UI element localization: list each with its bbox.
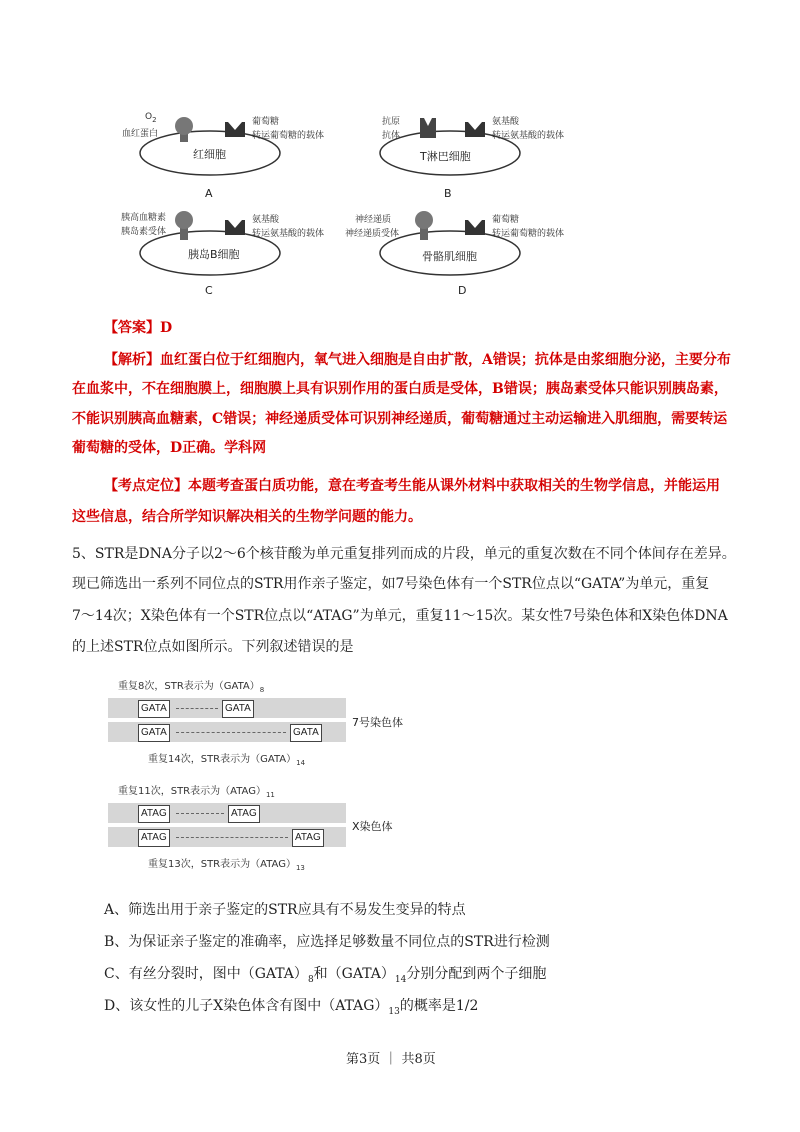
analysis-line-3: 不能识别胰高血糖素，C错误；神经递质受体可识别神经递质，葡萄糖通过主动运输进入肌细胞，需要转运 — [72, 411, 728, 427]
chrx-atag-left-2: ATAG — [138, 829, 170, 847]
diagram-d-letter: D — [458, 284, 467, 297]
diagram-b-right-bottom-label: 转运氨基酸的载体 — [492, 131, 565, 141]
diagram-a-right-top-label: 葡萄糖 — [252, 117, 280, 127]
diagram-b-left-top-label: 抗原 — [382, 117, 401, 127]
cell-d-left-protein — [415, 211, 433, 229]
chr7-repeat-dots-2 — [176, 732, 286, 733]
diagram-d-right-bottom-label: 转运葡萄糖的载体 — [492, 229, 565, 239]
kaodian-line-1: 【考点定位】本题考查蛋白质功能，意在考查考生能从课外材料中获取相关的生物学信息，并能运用 — [104, 478, 720, 494]
page-footer: 第3页 ｜ 共8页 — [346, 1052, 436, 1067]
diagram-b-right-top-label: 氨基酸 — [492, 117, 520, 127]
cell-c-left-stalk — [180, 228, 188, 240]
diagram-b-left-bottom-label: 抗体 — [382, 131, 401, 141]
diagram-d-left-top-label: 神经递质 — [355, 215, 392, 225]
diagram-d-right-top-label: 葡萄糖 — [492, 215, 520, 225]
option-c: C、有丝分裂时，图中$(GATA)_8$和$(GATA)_{14}$分别分配到两个子细胞 — [104, 966, 547, 985]
chrx-label: X染色体 — [352, 820, 393, 833]
analysis-line-4: 葡萄糖的受体，D正确。学科网 — [72, 440, 267, 456]
chr7-gata-right-1: GATA — [222, 700, 254, 718]
diagram-a-o2-label: $O_2$ — [145, 112, 157, 124]
chr7-label: 7号染色体 — [352, 716, 403, 729]
diagram-c-cell-label: 胰岛B细胞 — [188, 248, 240, 261]
chr7-repeat-dots-1 — [176, 708, 218, 709]
diagram-c-left-bottom-label: 胰岛素受体 — [121, 227, 167, 237]
chrx-repeat-dots-2 — [176, 837, 288, 838]
diagram-a-cell-label: 红细胞 — [193, 148, 226, 161]
diagram-a-letter: A — [205, 187, 213, 200]
chr7-top-caption: 重复8次，STR表示为$(GATA)_8$ — [118, 681, 265, 694]
chrx-repeat-dots-1 — [176, 813, 224, 814]
question-line-3: 7～14次；X染色体有一个STR位点以“ATAG”为单元，重复11～15次。某女性7号染色体和X染色体DNA — [72, 608, 728, 624]
analysis-line-2: 在血浆中，不在细胞膜上，细胞膜上具有识别作用的蛋白质是受体，B错误；胰岛素受体只能识别胰岛素， — [72, 381, 728, 397]
diagram-b-letter: B — [444, 187, 452, 200]
chrx-bottom-caption: 重复13次，STR表示为$(ATAG)_{13}$ — [148, 859, 305, 872]
chr7-gata-left-1: GATA — [138, 700, 170, 718]
kaodian-line-2: 这些信息，结合所学知识解决相关的生物学问题的能力。 — [72, 509, 422, 525]
diagram-d-left-bottom-label: 神经递质受体 — [345, 229, 400, 239]
chrx-top-caption: 重复11次，STR表示为$(ATAG)_{11}$ — [118, 786, 275, 799]
question-line-1: 5、STR是DNA分子以2～6个核苷酸为单元重复排列而成的片段，单元的重复次数在不同个体间存在差异。 — [72, 546, 736, 562]
chrx-atag-right-2: ATAG — [292, 829, 324, 847]
diagram-c-right-top-label: 氨基酸 — [252, 215, 280, 225]
cell-a-left-protein — [175, 117, 193, 135]
diagram-a-left-label: 血红蛋白 — [122, 129, 159, 139]
question-line-2: 现已筛选出一系列不同位点的STR用作亲子鉴定，如7号染色体有一个STR位点以“GATA”为单元，重复 — [72, 576, 710, 592]
cell-d-left-stalk — [420, 228, 428, 240]
question-line-4: 的上述STR位点如图所示。下列叙述错误的是 — [72, 639, 354, 655]
diagram-a-right-bottom-label: 转运葡萄糖的载体 — [252, 131, 325, 141]
option-b: B、为保证亲子鉴定的准确率，应选择足够数量不同位点的STR进行检测 — [104, 934, 550, 950]
diagram-c-left-top-label: 胰高血糖素 — [121, 213, 167, 223]
chr7-gata-left-2: GATA — [138, 724, 170, 742]
answer-line: 【答案】D — [104, 320, 173, 336]
chr7-gata-right-2: GATA — [290, 724, 322, 742]
diagram-d-cell-label: 骨骼肌细胞 — [422, 250, 477, 263]
diagram-c-letter: C — [205, 284, 213, 297]
analysis-line-1: 【解析】血红蛋白位于红细胞内，氧气进入细胞是自由扩散，A错误；抗体是由浆细胞分泌，主要分布 — [104, 352, 731, 368]
diagram-b-cell-label: T淋巴细胞 — [420, 150, 471, 163]
diagram-c-right-bottom-label: 转运氨基酸的载体 — [252, 229, 325, 239]
option-d: D、该女性的儿子X染色体含有图中$(ATAG)_{13}$的概率是1/2 — [104, 998, 479, 1017]
chrx-atag-left-1: ATAG — [138, 805, 170, 823]
chr7-bottom-caption: 重复14次，STR表示为$(GATA)_{14}$ — [148, 754, 306, 767]
chrx-atag-right-1: ATAG — [228, 805, 260, 823]
cell-c-left-protein — [175, 211, 193, 229]
option-a: A、筛选出用于亲子鉴定的STR应具有不易发生变异的特点 — [104, 902, 466, 918]
